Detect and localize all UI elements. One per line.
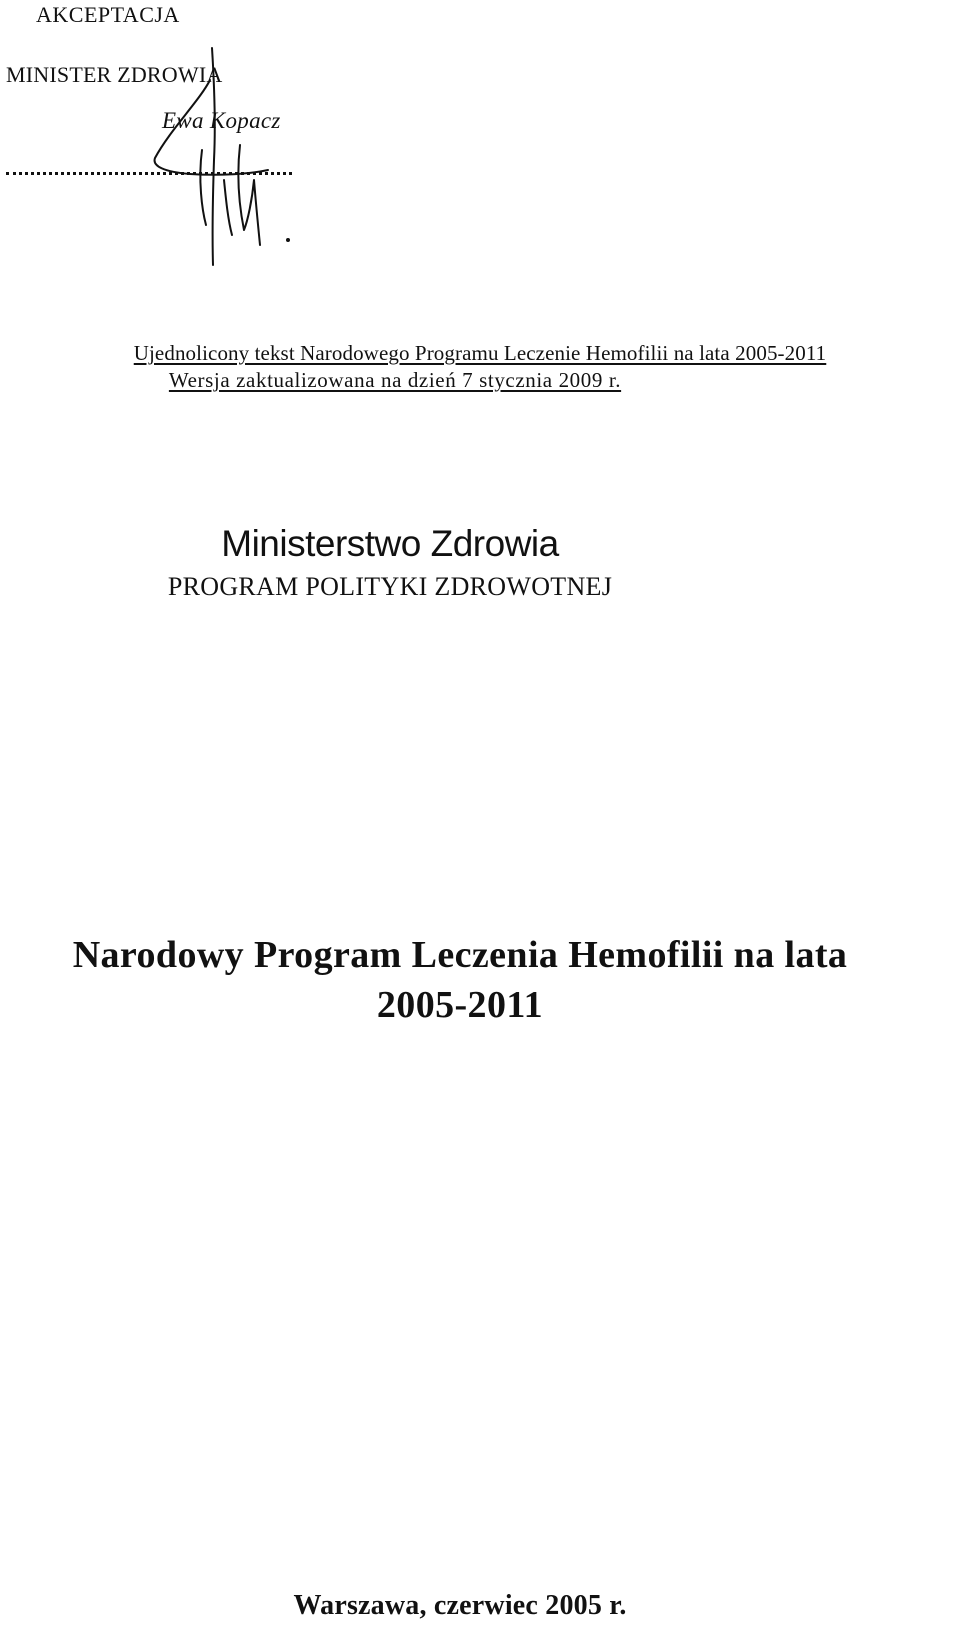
minister-name: Ewa Kopacz — [162, 108, 281, 133]
approval-header: AKCEPTACJA — [36, 2, 180, 27]
heading-line-2: Wersja zaktualizowana na dzień 7 stycznia 2009 r. — [168, 368, 622, 392]
ministry-name: Ministerstwo Zdrowia — [221, 523, 559, 564]
heading-line-1: Ujednolicony tekst Narodowego Programu Leczenie Hemofilii na lata 2005-2011 — [133, 341, 827, 365]
handwritten-signature — [140, 40, 300, 280]
document-heading — [0, 340, 960, 394]
minister-title: MINISTER ZDROWIA — [6, 62, 223, 87]
program-type: PROGRAM POLITYKI ZDROWOTNEJ — [167, 572, 613, 601]
main-title — [0, 930, 920, 1030]
main-title-line-1: Narodowy Program Leczenia Hemofilii na lata — [72, 934, 848, 976]
main-title-line-2: 2005-2011 — [376, 984, 544, 1026]
place-date: Warszawa, czerwiec 2005 r. — [293, 1590, 627, 1621]
